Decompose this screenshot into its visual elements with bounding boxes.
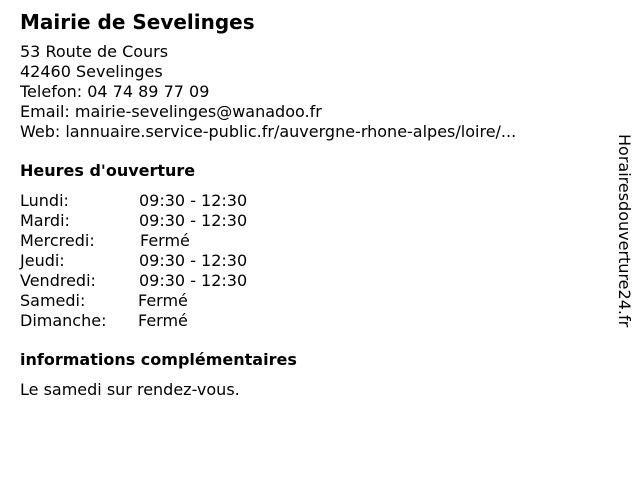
page-title: Mairie de Sevelinges [20, 10, 255, 34]
additional-info-heading: informations complémentaires [20, 350, 297, 369]
phone-line: Telefon: 04 74 89 77 09 [20, 82, 210, 101]
hours-row-wednesday [20, 231, 600, 251]
day-hours: Fermé [138, 291, 188, 310]
day-hours: Fermé [138, 311, 188, 330]
day-label: Mercredi: [20, 231, 95, 250]
opening-hours-card [20, 8, 600, 400]
day-label: Samedi: [20, 291, 86, 310]
brand-watermark: Horairesdouverture24.fr [615, 134, 634, 328]
website-line: Web: lannuaire.service-public.fr/auvergne-rhone-alpes/loire/... [20, 122, 517, 141]
day-label: Jeudi: [20, 251, 65, 270]
day-hours: 09:30 - 12:30 [139, 211, 248, 230]
address-city: 42460 Sevelinges [20, 62, 163, 81]
email-line: Email: mairie-sevelinges@wanadoo.fr [20, 102, 322, 121]
contact-block [20, 42, 600, 142]
hours-row-saturday [20, 291, 600, 311]
day-label: Vendredi: [20, 271, 96, 290]
day-label: Lundi: [20, 191, 69, 210]
hours-table [20, 191, 600, 331]
hours-heading: Heures d'ouverture [20, 161, 196, 180]
day-hours: Fermé [140, 231, 190, 250]
day-label: Mardi: [20, 211, 70, 230]
day-label: Dimanche: [20, 311, 107, 330]
hours-row-sunday [20, 311, 600, 331]
day-hours: 09:30 - 12:30 [139, 271, 248, 290]
day-hours: 09:30 - 12:30 [139, 191, 248, 210]
day-hours: 09:30 - 12:30 [139, 251, 248, 270]
hours-row-thursday [20, 251, 600, 271]
address-street: 53 Route de Cours [20, 42, 169, 61]
hours-row-tuesday [20, 211, 600, 231]
hours-row-friday [20, 271, 600, 291]
additional-info-text: Le samedi sur rendez-vous. [20, 380, 240, 399]
hours-row-monday [20, 191, 600, 211]
